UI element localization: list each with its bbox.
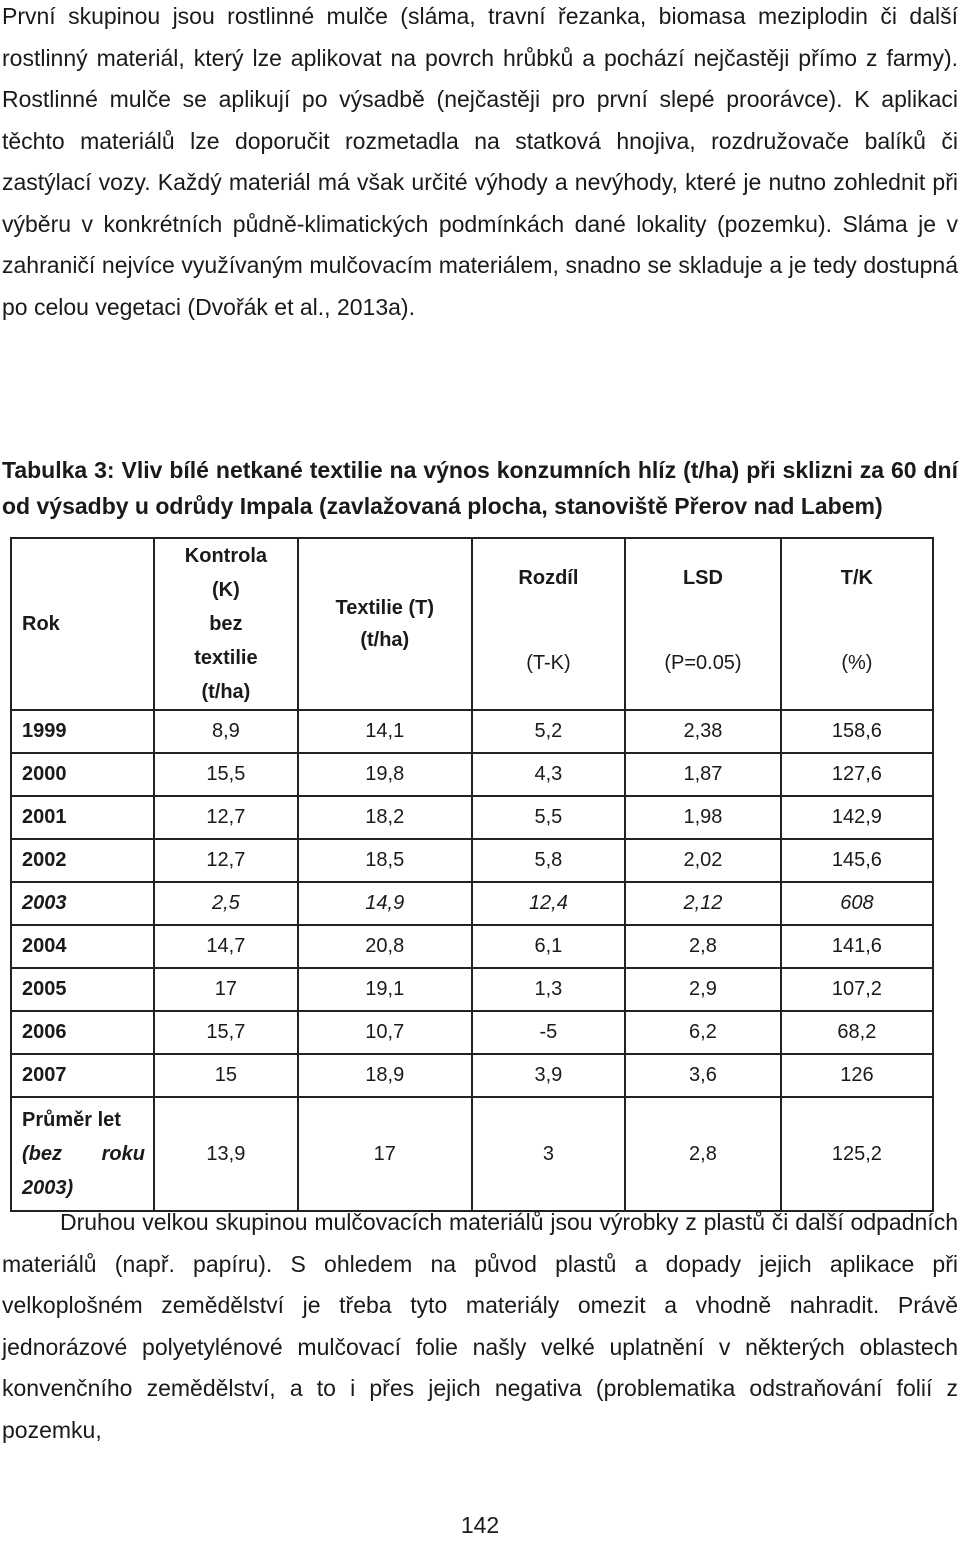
year-cell: 2004 <box>11 925 154 968</box>
tk-cell: 608 <box>781 882 933 925</box>
lsd-cell: 2,8 <box>625 925 781 968</box>
kontrola-cell: 15 <box>154 1054 298 1097</box>
kontrola-cell: 15,5 <box>154 753 298 796</box>
rozdil-cell: 5,2 <box>472 710 625 753</box>
textilie-cell: 18,9 <box>298 1054 472 1097</box>
average-label <box>11 1097 154 1211</box>
average-lsd: 2,8 <box>625 1097 781 1211</box>
year-cell: 2007 <box>11 1054 154 1097</box>
lsd-cell: 3,6 <box>625 1054 781 1097</box>
textilie-cell: 19,1 <box>298 968 472 1011</box>
page-number: 142 <box>460 1512 500 1538</box>
year-cell: 2003 <box>11 882 154 925</box>
lsd-cell: 2,02 <box>625 839 781 882</box>
textilie-cell: 14,9 <box>298 882 472 925</box>
tk-cell: 68,2 <box>781 1011 933 1054</box>
header-kontrola-line2: bez textilie (t/ha) <box>194 613 258 703</box>
average-tk: 125,2 <box>781 1097 933 1211</box>
average-label-line2: (bez roku 2003) <box>22 1143 145 1199</box>
table-caption: Tabulka 3: Vliv bílé netkané textilie na výnos konzumních hlíz (t/ha) při sklizni za 60 dní od výsadby u odrůdy Impala (zavlažovaná plocha, stanoviště Přerov nad Labem) <box>2 457 958 519</box>
table-row <box>11 839 933 882</box>
table-row <box>11 925 933 968</box>
rozdil-cell: 4,3 <box>472 753 625 796</box>
lsd-cell: 2,12 <box>625 882 781 925</box>
year-cell: 2002 <box>11 839 154 882</box>
year-cell: 2001 <box>11 796 154 839</box>
kontrola-cell: 2,5 <box>154 882 298 925</box>
year-cell: 2005 <box>11 968 154 1011</box>
tk-cell: 126 <box>781 1054 933 1097</box>
table-row <box>11 753 933 796</box>
rozdil-cell: 3,9 <box>472 1054 625 1097</box>
header-lsd: LSD <box>625 538 781 617</box>
textilie-cell: 14,1 <box>298 710 472 753</box>
tk-cell: 141,6 <box>781 925 933 968</box>
lsd-cell: 1,87 <box>625 753 781 796</box>
textilie-cell: 18,2 <box>298 796 472 839</box>
body-paragraph-1: První skupinou jsou rostlinné mulče (sláma, travní řezanka, biomasa meziplodin či další rostlinný materiál, který lze aplikovat na povrch hrůbků a pochází nejčastěji přímo z farmy). Rostlinné mulče se aplikují po výsadbě (nejčastěji pro první slepé proorávce). K aplikaci těchto materiálů lze doporučit rozmetadla na statková hnojiva, rozdružovače balíků či zastýlací vozy. Každý materiál má však určité výhody a nevýhody, které je nutno zohlednit při výběru v konkrétních půdně-klimatických podmínkách dané lokality (pozemku). Sláma je v zahraničí nejvíce využívaným mulčovacím materiálem, snadno se skladuje a je tedy dostupná po celou vegetaci (Dvořák et al., 2013a). <box>2 3 958 320</box>
tk-cell: 107,2 <box>781 968 933 1011</box>
header-lsd-sub: (P=0.05) <box>625 617 781 710</box>
rozdil-cell: -5 <box>472 1011 625 1054</box>
kontrola-cell: 14,7 <box>154 925 298 968</box>
table-body <box>11 710 933 1097</box>
lsd-cell: 1,98 <box>625 796 781 839</box>
yield-table <box>10 537 934 1212</box>
rozdil-cell: 5,8 <box>472 839 625 882</box>
year-cell: 2006 <box>11 1011 154 1054</box>
header-kontrola <box>154 538 298 710</box>
tk-cell: 145,6 <box>781 839 933 882</box>
table-header-row-top <box>11 538 933 617</box>
rozdil-cell: 12,4 <box>472 882 625 925</box>
tk-cell: 127,6 <box>781 753 933 796</box>
table-row-average <box>11 1097 933 1211</box>
lsd-cell: 2,9 <box>625 968 781 1011</box>
rozdil-cell: 6,1 <box>472 925 625 968</box>
header-rozdil-sub: (T-K) <box>472 617 625 710</box>
textilie-cell: 19,8 <box>298 753 472 796</box>
kontrola-cell: 12,7 <box>154 796 298 839</box>
kontrola-cell: 15,7 <box>154 1011 298 1054</box>
average-k: 13,9 <box>154 1097 298 1211</box>
average-t: 17 <box>298 1097 472 1211</box>
lsd-cell: 2,38 <box>625 710 781 753</box>
rozdil-cell: 5,5 <box>472 796 625 839</box>
body-paragraph-2: Druhou velkou skupinou mulčovacích materiálů jsou výrobky z plastů či další odpadních materiálů (např. papíru). S ohledem na původ plastů a dopady jejich aplikace při velkoplošném zemědělství je třeba tyto materiály omezit a vhodně nahradit. Právě jednorázové polyetylénové mulčovací folie našly velké uplatnění v některých oblastech konvenčního zemědělství, a to i přes jejich negativa (problematika odstraňování folií z pozemku, <box>2 1209 958 1443</box>
textilie-cell: 20,8 <box>298 925 472 968</box>
table-row <box>11 796 933 839</box>
header-textilie: Textilie (T) (t/ha) <box>298 538 472 710</box>
header-tk: T/K <box>781 538 933 617</box>
table-row <box>11 882 933 925</box>
header-kontrola-line1: Kontrola (K) <box>184 545 267 601</box>
rozdil-cell: 1,3 <box>472 968 625 1011</box>
table-row <box>11 1011 933 1054</box>
table-row <box>11 968 933 1011</box>
tk-cell: 142,9 <box>781 796 933 839</box>
year-cell: 2000 <box>11 753 154 796</box>
textilie-cell: 10,7 <box>298 1011 472 1054</box>
kontrola-cell: 8,9 <box>154 710 298 753</box>
average-label-line1: Průměr let <box>22 1109 121 1131</box>
table-row <box>11 710 933 753</box>
header-rok: Rok <box>11 538 154 710</box>
header-rozdil: Rozdíl <box>472 538 625 617</box>
textilie-cell: 18,5 <box>298 839 472 882</box>
kontrola-cell: 17 <box>154 968 298 1011</box>
average-diff: 3 <box>472 1097 625 1211</box>
tk-cell: 158,6 <box>781 710 933 753</box>
table-row <box>11 1054 933 1097</box>
kontrola-cell: 12,7 <box>154 839 298 882</box>
year-cell: 1999 <box>11 710 154 753</box>
header-tk-sub: (%) <box>781 617 933 710</box>
lsd-cell: 6,2 <box>625 1011 781 1054</box>
